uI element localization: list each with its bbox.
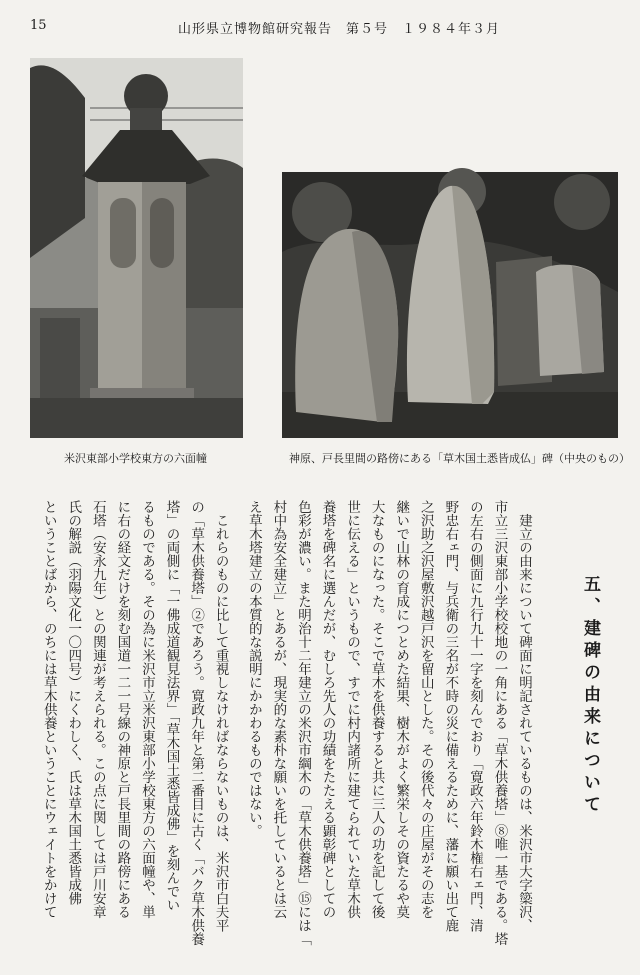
text-column: 塔」の両側に「一佛成道観見法界」「草木国土悉皆成佛」を刻んでい — [163, 500, 180, 912]
hexagonal-pillar-photo — [30, 58, 243, 438]
text-column: ということばから、のちには草木供養ということにウェイトをかけて — [40, 500, 57, 919]
roadside-steles-photo — [282, 172, 618, 438]
text-column: 色彩が濃い。また明治十二年建立の米沢市綱木の「草木供養塔」⑮には「 — [294, 500, 311, 946]
section-heading: 五、建碑の由来について — [580, 575, 600, 817]
text-column: 世に伝える」というもので、すでに村内諸所に建てられていた草木供 — [344, 500, 361, 919]
running-header: 山形県立博物館研究報告 第５号 １９８４年３月 — [178, 22, 501, 37]
text-column: 村中為安全建立」とあるが、現実的な素朴な願いを托しているとは云 — [270, 500, 287, 919]
text-column: 氏の解説（羽陽文化一〇四号）にくわしく、氏は草木国土悉皆成佛 — [65, 500, 82, 905]
text-column: 市立三沢東部小学校校地の一角にある「草木供養塔」⑧唯一基である。塔 — [491, 500, 508, 946]
article-body — [30, 500, 615, 946]
text-column: 建立の由来について碑面に明記されているものは、米沢市大字簗沢、 — [516, 500, 532, 932]
text-column: え草木塔建立の本質的な説明にかかわるものではない。 — [245, 500, 262, 838]
text-column: 之沢助之沢屋敷沢越戸沢を留山とした。その後代々の庄屋がその志を — [417, 500, 434, 919]
text-column: 石塔（安永九年）との関連が考えられる。この点に関しては戸川安章 — [89, 500, 106, 919]
paragraph-gap — [227, 500, 236, 930]
text-column: 野忠右ェ門、与兵衛の三名が不時の災に備えるために、藩に願い出て鹿 — [442, 500, 459, 932]
text-column: に右の経文だけを刻む国道一二一号線の神原と戸長里間の路傍にある — [114, 500, 131, 919]
text-column: これらのものに比して重視しなければならないものは、米沢市白夫平 — [212, 500, 229, 932]
text-column: 養塔を碑名に選んだが、むしろ先人の功績をたたえる顕彰碑としての — [319, 500, 336, 919]
text-column: るものである。その為に米沢市立米沢東部小学校東方の六面幢や、単 — [138, 500, 155, 919]
page-number: 15 — [30, 18, 47, 33]
text-column: 継いで山林の育成につとめた結果、樹木がよく繁栄しその資たるや莫 — [393, 500, 410, 919]
text-column: 大なものになった。そこで草木を供養すると共に三人の功を記して後 — [368, 500, 385, 919]
figure-caption-left: 米沢東部小学校東方の六面幢 — [64, 452, 207, 465]
figure-caption-right: 神原、戸長里間の路傍にある「草木国土悉皆成仏」碑（中央のもの） — [289, 452, 630, 465]
text-column: の左右の側面に九行九十一字を刻んでおり「寛政六年鈴木権右ェ門、清 — [466, 500, 483, 932]
text-column: の「草木供養塔」②であろう。寛政九年と第二番目に古く「バク草木供養 — [188, 500, 205, 946]
